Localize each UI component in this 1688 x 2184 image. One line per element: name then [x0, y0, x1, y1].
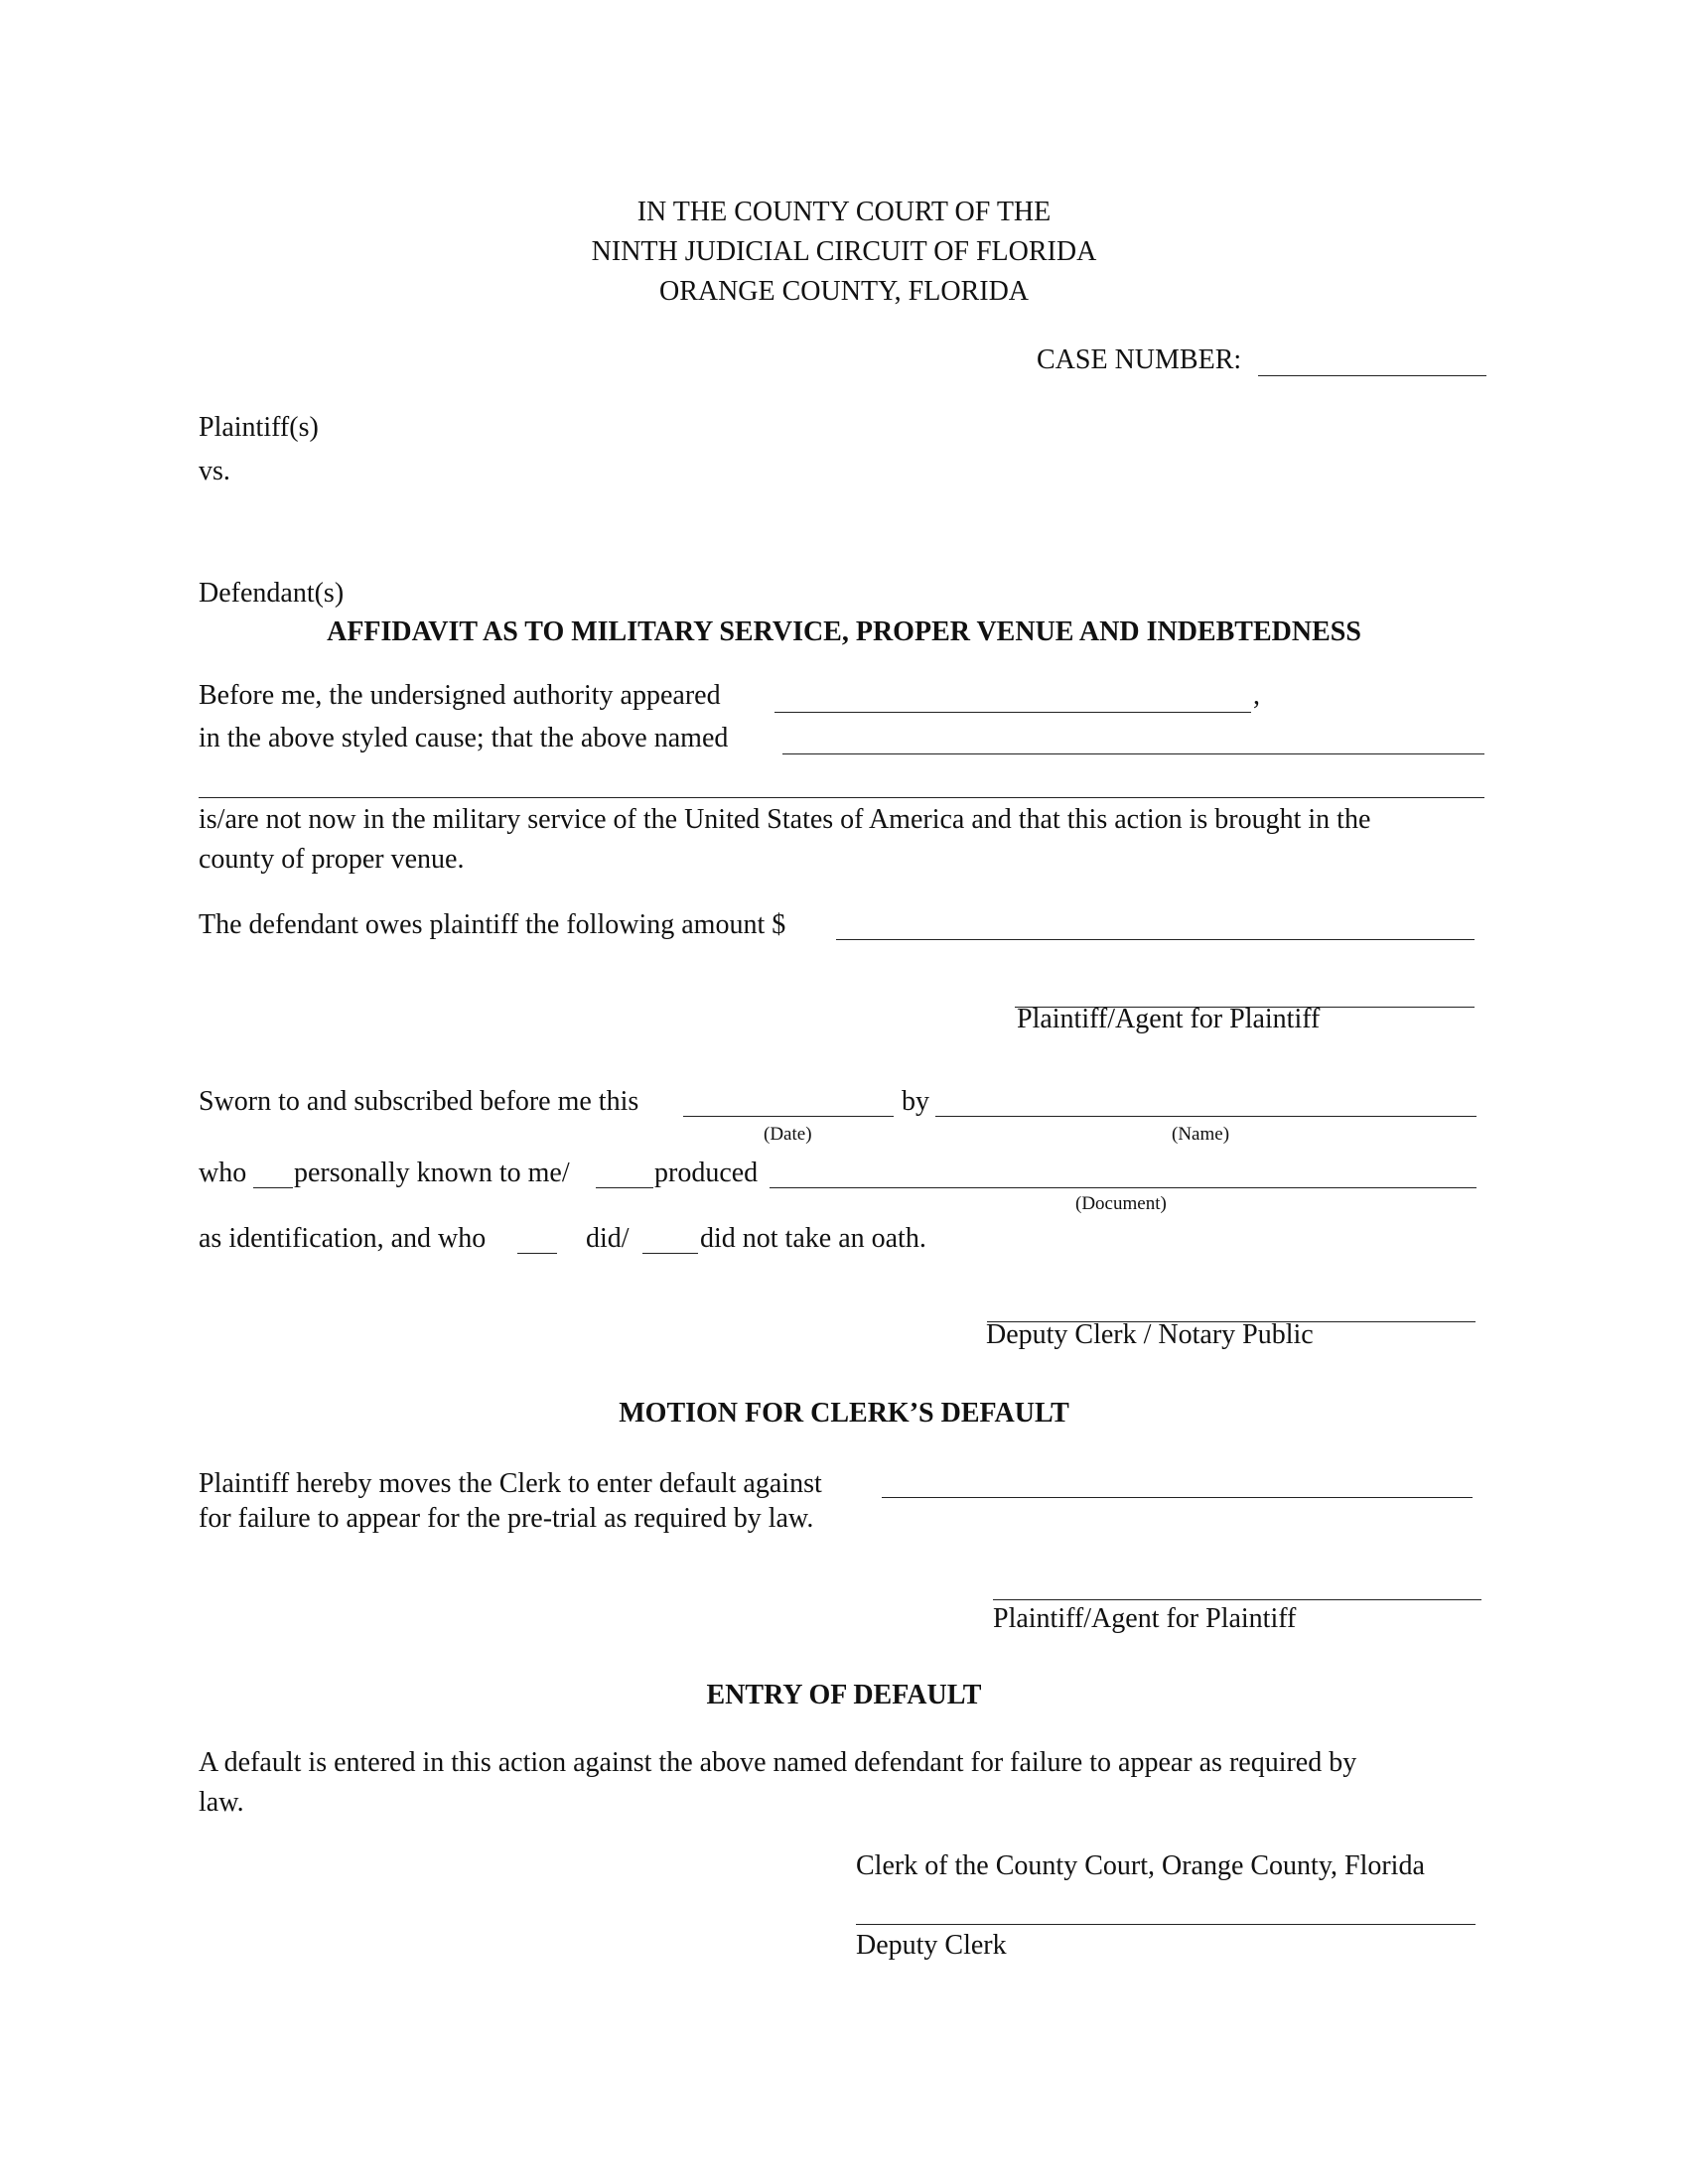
motion-defendant-field[interactable]: [882, 1497, 1473, 1498]
entry-line-1: A default is entered in this action against the above named defendant for failure to appear as required by: [199, 1747, 1357, 1778]
amount-owed-text: The defendant owes plaintiff the following amount $: [199, 909, 786, 940]
did-checkbox[interactable]: [517, 1253, 557, 1254]
court-heading-line-1: IN THE COUNTY COURT OF THE: [636, 197, 1052, 227]
produced-document-field[interactable]: [770, 1187, 1477, 1188]
court-heading-line-2: NINTH JUDICIAL CIRCUIT OF FLORIDA: [591, 236, 1097, 267]
affidavit-title: AFFIDAVIT AS TO MILITARY SERVICE, PROPER VENUE AND INDEBTEDNESS: [327, 616, 1361, 647]
motion-title: MOTION FOR CLERK’S DEFAULT: [619, 1398, 1069, 1429]
document-caption: (Document): [1075, 1193, 1167, 1214]
motion-line-2: for failure to appear for the pre-trial as required by law.: [199, 1503, 814, 1534]
sworn-text: Sworn to and subscribed before me this: [199, 1086, 639, 1117]
clerk-label: Clerk of the County Court, Orange County, Florida: [856, 1850, 1425, 1881]
case-number-label: CASE NUMBER:: [1037, 344, 1242, 375]
court-heading-line-3: ORANGE COUNTY, FLORIDA: [658, 276, 1030, 307]
military-statement-line-1: is/are not now in the military service of the United States of America and that this action is brought in the: [199, 804, 1371, 835]
appeared-name-field[interactable]: [774, 712, 1251, 713]
did-text: did/: [586, 1223, 630, 1254]
appeared-comma: ,: [1253, 680, 1260, 711]
who-text: who: [199, 1158, 247, 1188]
notary-signature-label: Deputy Clerk / Notary Public: [986, 1319, 1314, 1350]
did-not-checkbox[interactable]: [642, 1253, 698, 1254]
plaintiff-signature-label: Plaintiff/Agent for Plaintiff: [1017, 1004, 1321, 1034]
name-caption: (Name): [1172, 1124, 1230, 1145]
plaintiff-label: Plaintiff(s): [199, 412, 319, 443]
produced-text: produced: [654, 1158, 759, 1188]
case-number-field[interactable]: [1258, 375, 1486, 376]
motion-signature-label: Plaintiff/Agent for Plaintiff: [993, 1603, 1297, 1634]
above-named-field-continued[interactable]: [199, 797, 1484, 798]
above-named-text: in the above styled cause; that the above named: [199, 723, 729, 753]
amount-owed-field[interactable]: [836, 939, 1475, 940]
did-not-text: did not take an oath.: [700, 1223, 926, 1254]
appeared-text: Before me, the undersigned authority appeared: [199, 680, 721, 711]
identification-text: as identification, and who: [199, 1223, 487, 1254]
entry-line-2: law.: [199, 1787, 244, 1818]
by-text: by: [902, 1086, 929, 1117]
produced-checkbox[interactable]: [596, 1187, 653, 1188]
sworn-name-field[interactable]: [935, 1116, 1477, 1117]
deputy-clerk-label: Deputy Clerk: [856, 1930, 1007, 1961]
military-statement-line-2: county of proper venue.: [199, 844, 465, 875]
motion-signature-line[interactable]: [993, 1599, 1481, 1600]
deputy-clerk-signature-line[interactable]: [856, 1924, 1476, 1925]
date-caption: (Date): [764, 1124, 812, 1145]
motion-line-1: Plaintiff hereby moves the Clerk to enter default against: [199, 1468, 822, 1499]
entry-title: ENTRY OF DEFAULT: [706, 1680, 982, 1710]
versus-label: vs.: [199, 456, 230, 486]
personally-known-checkbox[interactable]: [253, 1187, 293, 1188]
personally-known-text: personally known to me/: [294, 1158, 570, 1188]
defendant-label: Defendant(s): [199, 578, 345, 609]
above-named-field[interactable]: [782, 753, 1484, 754]
sworn-date-field[interactable]: [683, 1116, 894, 1117]
